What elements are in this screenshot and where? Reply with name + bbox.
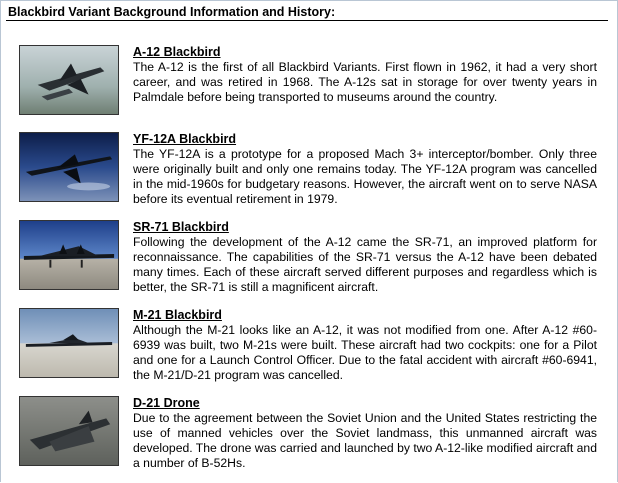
yf12a-heading: YF-12A Blackbird xyxy=(133,132,237,146)
page-title: Blackbird Variant Background Information and History: xyxy=(8,5,336,19)
a12-description: The A-12 is the first of all Blackbird Variants. First flown in 1962, it had a very short career, and was retired in 1968. The A-12s sat in storage for over twenty years in Palmdale before being transported to museums around the country. xyxy=(133,60,597,104)
d21-photo xyxy=(19,396,119,466)
d21-heading: D-21 Drone xyxy=(133,396,200,410)
sr71-description: Following the development of the A-12 came the SR-71, an improved platform for reconnaissance. The capabilities of the SR-71 versus the A-12 have been debated many times. Each of these aircraft served different purposes and regardless which is better, the SR-71 is still a magnificent aircraft. xyxy=(133,235,597,294)
d21-description: Due to the agreement between the Soviet Union and the United States restricting the use of manned vehicles over the Soviet landmass, this unmanned aircraft was developed. The drone was carried and launched by two A-12-like modified aircraft and a number of B-52Hs. xyxy=(133,411,597,470)
a12-heading: A-12 Blackbird xyxy=(133,45,221,59)
m21-heading: M-21 Blackbird xyxy=(133,308,222,322)
sr71-photo xyxy=(19,220,119,290)
yf12a-photo xyxy=(19,132,119,202)
m21-description: Although the M-21 looks like an A-12, it was not modified from one. After A-12 #60-6939 was built, two M-21s were built. These aircraft had two cockpits: one for a Pilot and one for a Launch Control Officer. Due to the fatal accident with aircraft #60-6941, the M-21/D-21 program was cancelled. xyxy=(133,323,597,382)
yf12a-description: The YF-12A is a prototype for a proposed Mach 3+ interceptor/bomber. Only three were originally built and only one remains today. The YF-12A program was cancelled in the mid-1960s for budgetary reasons. However, the aircraft went on to serve NASA before its eventual retirement in 1979. xyxy=(133,147,597,206)
m21-photo xyxy=(19,308,119,378)
sr71-heading: SR-71 Blackbird xyxy=(133,220,229,234)
a12-photo xyxy=(19,45,119,115)
title-divider xyxy=(6,20,608,21)
